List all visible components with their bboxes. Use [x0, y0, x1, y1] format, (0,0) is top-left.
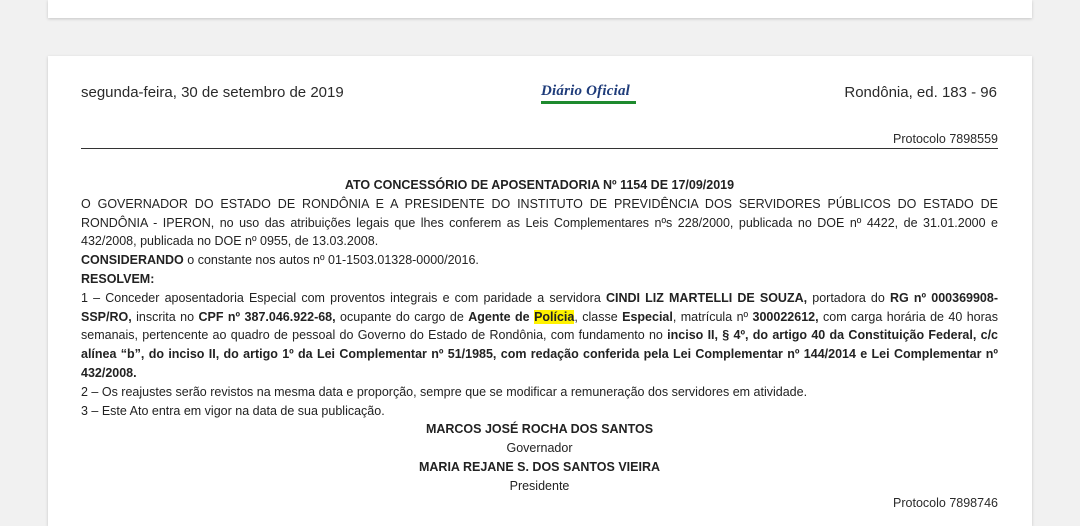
beneficiary-name: CINDI LIZ MARTELLI DE SOUZA,	[605, 290, 808, 305]
signatory-governor	[81, 420, 998, 458]
page-date: segunda-feira, 30 de setembro de 2019	[81, 84, 344, 101]
considering-text: o constante nos autos nº 01-1503.01328-0000/2016.	[183, 253, 479, 268]
search-highlight: Polícia	[534, 309, 575, 324]
rg-number: RG nº 000369908-SSP/RO,	[81, 290, 998, 324]
edition-label: Rondônia, ed. 183 - 96	[844, 84, 997, 101]
legal-basis: inciso II, § 4º, do artigo 40 da Constituição Federal, c/c alínea “b”, do inciso II, do artigo 1º da Lei Complementar nº 51/1985, com redação conferida pela Lei Complementar nº 144/2014 e Lei Complementar nº 432/2008.	[81, 328, 998, 380]
document-page	[48, 56, 1032, 526]
previous-page-edge	[48, 0, 1032, 18]
job-class: Especial	[622, 309, 673, 324]
signatory-name: MARCOS JOSÉ ROCHA DOS SANTOS	[425, 422, 654, 437]
act-title: ATO CONCESSÓRIO DE APOSENTADORIA Nº 1154 DE 17/09/2019	[344, 178, 735, 192]
signatory-role: Governador	[506, 441, 573, 456]
article-3: 3 – Este Ato entra em vigor na data de sua publicação.	[81, 403, 385, 418]
act-body	[81, 176, 998, 496]
resolve-label: RESOLVEM:	[81, 271, 155, 286]
header-divider	[81, 148, 998, 149]
signatory-president	[81, 458, 998, 496]
protocol-number-bottom: Protocolo 7898746	[893, 496, 998, 510]
considering-paragraph	[81, 251, 998, 270]
article-1: 1 – Conceder aposentadoria Especial com proventos integrais e com paridade a servidora CINDI LIZ MARTELLI DE SOUZA, portadora do RG nº 000369908-SSP/RO, inscrita no CPF nº 387.046.922-68, ocupante do cargo de Agente de Polícia, classe Especial, matrícula nº 300022612, com carga horária de 40 horas semanais, pertencente ao quadro de pessoal do Governo do Estado de Rondônia, com fundamento no inciso II, § 4º, do artigo 40 da Constituição Federal, c/c alínea “b”, do inciso II, do artigo 1º da Lei Complementar nº 51/1985, com redação conferida pela Lei Complementar nº 144/2014 e Lei Complementar nº 432/2008.	[81, 290, 998, 380]
signatory-role: Presidente	[509, 478, 570, 493]
protocol-number: Protocolo 7898559	[893, 132, 998, 146]
considering-label: CONSIDERANDO	[81, 253, 184, 268]
act-intro: O GOVERNADOR DO ESTADO DE RONDÔNIA E A PRESIDENTE DO INSTITUTO DE PREVIDÊNCIA DOS SERVIDORES PÚBLICOS DO ESTADO DE RONDÔNIA - IPERON, no uso das atribuições legais que lhes conferem as Leis Complementares nºs 228/2000, publicada no DOE nº 4422, de 31.01.2000 e 432/2008, publicada no DOE nº 0955, de 13.03.2008.	[81, 196, 998, 249]
article-2: 2 – Os reajustes serão revistos na mesma data e proporção, sempre que se modificar a remuneração dos servidores em atividade.	[81, 384, 808, 399]
job-title: Agente de Polícia	[468, 309, 575, 324]
cpf-number: CPF nº 387.046.922-68,	[198, 309, 336, 324]
logo-underline	[541, 101, 636, 104]
signatory-name: MARIA REJANE S. DOS SANTOS VIEIRA	[418, 459, 660, 474]
diario-oficial-logo: Diário Oficial	[541, 83, 631, 99]
registration-number: 300022612,	[752, 309, 819, 324]
